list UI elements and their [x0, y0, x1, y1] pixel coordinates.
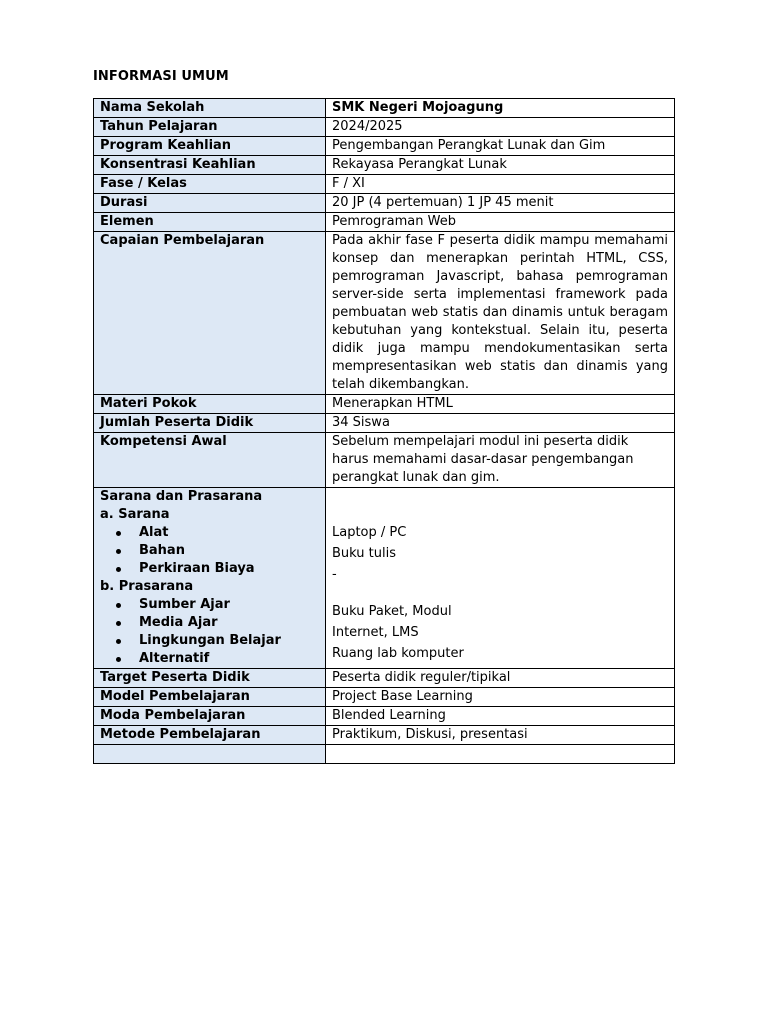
sarana-value: Buku tulis: [332, 546, 396, 561]
list-item: Media Ajar: [100, 614, 319, 632]
field-value: Pada akhir fase F peserta didik mampu memahami konsep dan menerapkan perintah HTML, CSS, pemrograman Javascript, bahasa pemrograman server-side serta implementasi framework pada pembuatan web statis dan dinamis untuk beragam kebutuhan yang kontekstual. Selain itu, peserta didik juga mampu mendokumentasikan serta mempresentasikan web statis dan dinamis yang telah dikembangkan.: [326, 232, 675, 395]
table-row: [94, 175, 675, 194]
list-item: Lingkungan Belajar: [100, 632, 319, 650]
page-title: INFORMASI UMUM: [93, 69, 229, 84]
list-item: Sumber Ajar: [100, 596, 319, 614]
field-value: Praktikum, Diskusi, presentasi: [326, 726, 675, 745]
field-value: 2024/2025: [326, 118, 675, 137]
field-value: Project Base Learning: [326, 688, 675, 707]
field-label: Kompetensi Awal: [94, 433, 326, 488]
sarana-value: Laptop / PC: [332, 525, 407, 540]
sarana-heading: Sarana dan Prasarana: [100, 489, 263, 504]
table-row: [94, 395, 675, 414]
sarana-b-list: [100, 596, 319, 668]
field-value: Menerapkan HTML: [326, 395, 675, 414]
table-row: [94, 99, 675, 118]
field-label: Durasi: [94, 194, 326, 213]
prasarana-value: Internet, LMS: [332, 625, 419, 640]
field-value: Sebelum mempelajari modul ini peserta didik harus memahami dasar-dasar pengembangan perangkat lunak dan gim.: [326, 433, 675, 488]
table-row: [94, 707, 675, 726]
field-label: Program Keahlian: [94, 137, 326, 156]
table-row: [94, 726, 675, 745]
sarana-b-heading: b. Prasarana: [100, 579, 194, 594]
field-label: Capaian Pembelajaran: [94, 232, 326, 395]
field-label: Elemen: [94, 213, 326, 232]
table-row-sarana: [94, 488, 675, 669]
field-value: Peserta didik reguler/tipikal: [326, 669, 675, 688]
field-value: Rekayasa Perangkat Lunak: [326, 156, 675, 175]
list-item: Bahan: [100, 542, 319, 560]
general-info-table: [93, 98, 675, 764]
field-label: Moda Pembelajaran: [94, 707, 326, 726]
sarana-a-list: [100, 524, 319, 578]
field-label: Model Pembelajaran: [94, 688, 326, 707]
field-value: 34 Siswa: [326, 414, 675, 433]
table-row: [94, 669, 675, 688]
field-label: Nama Sekolah: [94, 99, 326, 118]
table-row: [94, 194, 675, 213]
field-value: SMK Negeri Mojoagung: [326, 99, 675, 118]
field-value: F / XI: [326, 175, 675, 194]
table-row: [94, 137, 675, 156]
field-label: Fase / Kelas: [94, 175, 326, 194]
field-value: Pengembangan Perangkat Lunak dan Gim: [326, 137, 675, 156]
sarana-value-cell: [326, 488, 675, 669]
field-value: Blended Learning: [326, 707, 675, 726]
table-row: [94, 156, 675, 175]
field-label: Metode Pembelajaran: [94, 726, 326, 745]
prasarana-value: Buku Paket, Modul: [332, 604, 452, 619]
field-label: Target Peserta Didik: [94, 669, 326, 688]
field-label: Jumlah Peserta Didik: [94, 414, 326, 433]
table-row: [94, 213, 675, 232]
field-value: Pemrograman Web: [326, 213, 675, 232]
table-row: [94, 232, 675, 395]
sarana-value: -: [332, 567, 337, 582]
field-label: Materi Pokok: [94, 395, 326, 414]
field-label: Konsentrasi Keahlian: [94, 156, 326, 175]
sarana-a-heading: a. Sarana: [100, 507, 170, 522]
table-row: [94, 414, 675, 433]
field-value: 20 JP (4 pertemuan) 1 JP 45 menit: [326, 194, 675, 213]
prasarana-value: Ruang lab komputer: [332, 646, 464, 661]
empty-label-cell: [94, 745, 326, 764]
list-item: Alat: [100, 524, 319, 542]
sarana-label-cell: [94, 488, 326, 669]
empty-value-cell: [326, 745, 675, 764]
field-label: Tahun Pelajaran: [94, 118, 326, 137]
list-item: Perkiraan Biaya: [100, 560, 319, 578]
table-row: [94, 433, 675, 488]
empty-row: [94, 745, 675, 764]
table-row: [94, 688, 675, 707]
table-row: [94, 118, 675, 137]
list-item: Alternatif: [100, 650, 319, 668]
